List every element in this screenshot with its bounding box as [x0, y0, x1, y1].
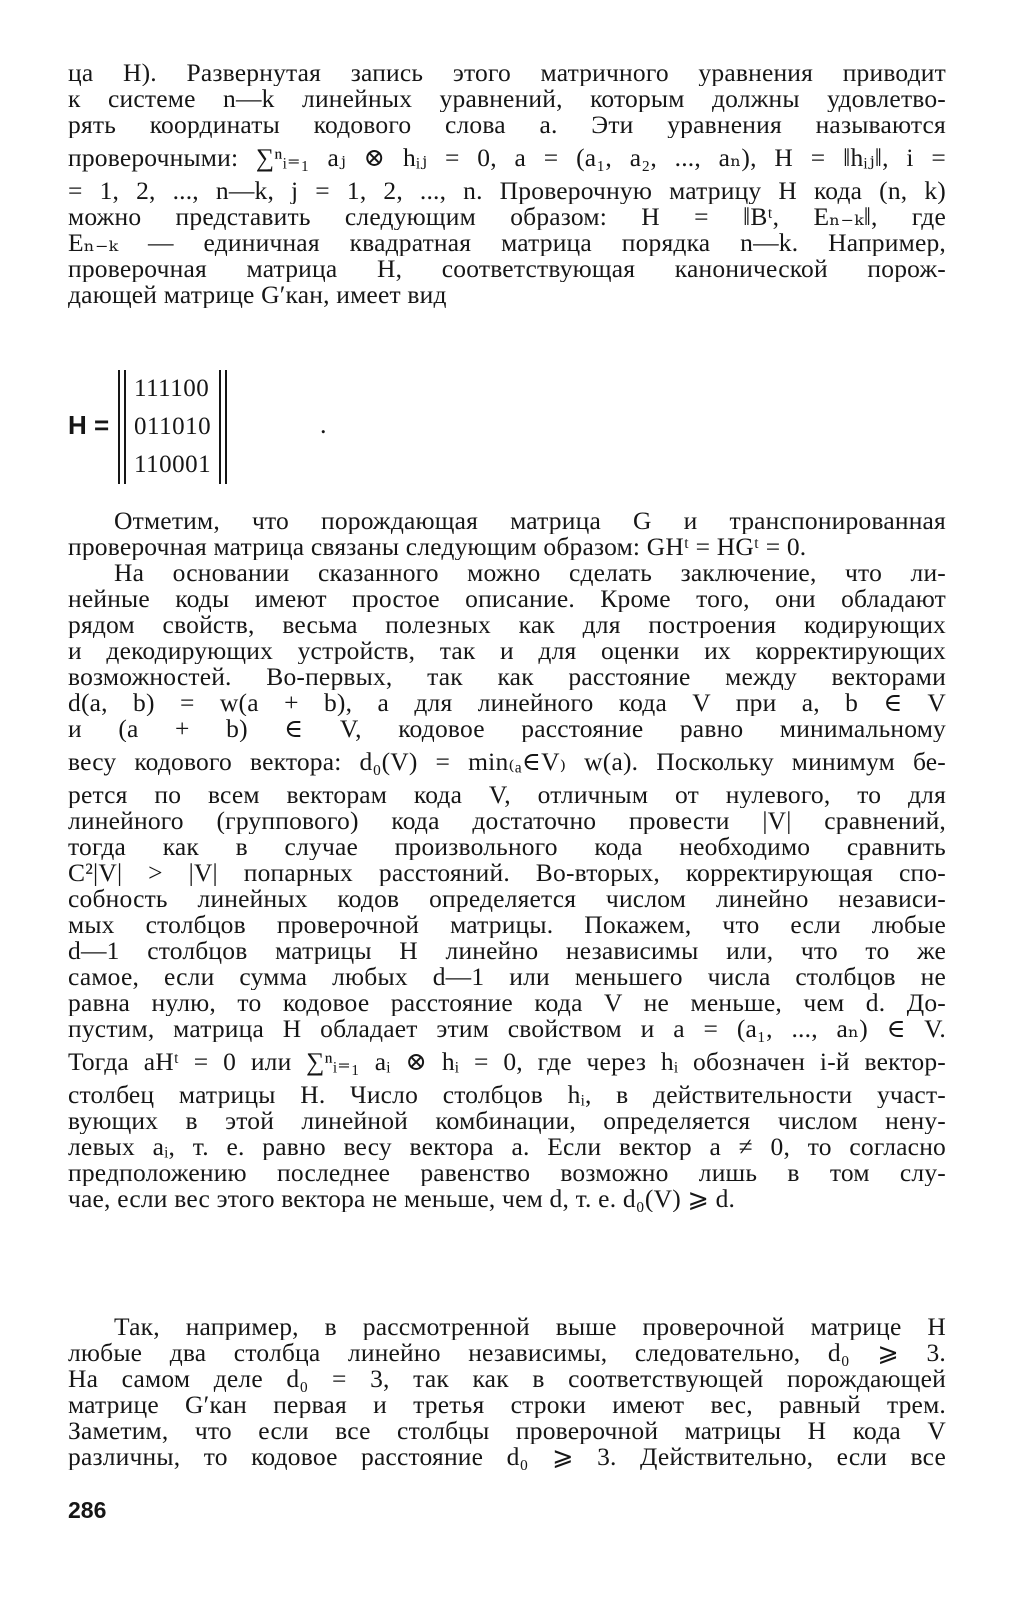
- text-line: Заметим, что если все столбцы проверочной матрицы H кода V: [68, 1418, 946, 1444]
- page-number: 286: [68, 1497, 107, 1523]
- text-line: проверочная матрица связаны следующим образом: GHᵗ = HGᵗ = 0.: [68, 534, 807, 560]
- text-line: различны, то кодовое расстояние d₀ ⩾ 3. Действительно, если все: [68, 1444, 946, 1470]
- text-line: возможностей. Во-первых, так как расстояние между векторами: [68, 664, 946, 690]
- text-line: мых столбцов проверочной матрицы. Покажем, что если любые: [68, 912, 946, 938]
- text-line: вующих в этой линейной комбинации, определяется числом нену-: [68, 1108, 946, 1134]
- matrix-row: 110001: [134, 451, 212, 478]
- text-line: и (a + b) ∈ V, кодовое расстояние равно минимальному: [68, 716, 946, 742]
- paragraph-1: [68, 60, 946, 308]
- text-line: чае, если вес этого вектора не меньше, чем d, т. е. d₀(V) ⩾ d.: [68, 1186, 736, 1212]
- matrix-label: H =: [68, 410, 110, 440]
- text-line: нейные коды имеют простое описание. Кроме того, они обладают: [68, 586, 946, 612]
- text-line: самое, если сумма любых d—1 или меньшего числа столбцов не: [68, 964, 946, 990]
- text-line: рядом свойств, весьма полезных как для построения кодирующих: [68, 612, 946, 638]
- matrix-body: [118, 370, 227, 484]
- text-line: матрице G′кан первая и третья строки имеют вес, равный трем.: [68, 1392, 946, 1418]
- text-line: d(a, b) = w(a + b), а для линейного кода V при a, b ∈ V: [68, 690, 946, 716]
- text-line: предположению последнее равенство возможно лишь в том слу-: [68, 1160, 946, 1186]
- text-line: тогда как в случае произвольного кода необходимо сравнить: [68, 834, 946, 860]
- text-line: Отметим, что порождающая матрица G и транспонированная: [114, 508, 946, 534]
- text-line: левых aᵢ, т. е. равно весу вектора a. Если вектор a ≠ 0, то согласно: [68, 1134, 946, 1160]
- text-line: можно представить следующим образом: H = ‖Bᵗ, Eₙ₋ₖ‖, где: [68, 204, 946, 230]
- equation-line: Тогда aHᵗ = 0 или ∑ⁿᵢ₌₁ aᵢ ⊗ hᵢ = 0, где через hᵢ обозначен i-й вектор-: [68, 1047, 946, 1076]
- text-line: На самом деле d₀ = 3, так как в соответствующей порождающей: [68, 1366, 946, 1392]
- parity-check-matrix: [68, 368, 328, 486]
- paragraph-2: [68, 508, 946, 1212]
- text-line: ца H). Развернутая запись этого матричного уравнения приводит: [68, 60, 946, 86]
- matrix-row: 011010: [134, 413, 212, 440]
- text-line: дающей матрице G′кан, имеет вид: [68, 282, 447, 308]
- text-line: рется по всем векторам кода V, отличным от нулевого, то для: [68, 782, 946, 808]
- text-line: = 1, 2, ..., n—k, j = 1, 2, ..., n. Проверочную матрицу H кода (n, k): [68, 178, 946, 204]
- text-line: рять координаты кодового слова a. Эти уравнения называются: [68, 112, 946, 138]
- equation-line: проверочными: ∑ⁿᵢ₌₁ aⱼ ⊗ hᵢⱼ = 0, a = (a₁, a₂, ..., aₙ), H = ‖hᵢⱼ‖, i =: [68, 143, 946, 172]
- text-line: C²|V| > |V| попарных расстояний. Во-вторых, корректирующая спо-: [68, 860, 946, 886]
- text-line: d—1 столбцов матрицы H линейно независимы или, что то же: [68, 938, 946, 964]
- equation-line: весу кодового вектора: d₀(V) = min₍ₐ∈V₎ w(a). Поскольку минимум бе-: [68, 747, 946, 776]
- text-line: и декодирующих устройств, так и для оценки их корректирующих: [68, 638, 946, 664]
- text-line: проверочная матрица H, соответствующая канонической порож-: [68, 256, 946, 282]
- text-line: пустим, матрица H обладает этим свойством и a = (a₁, ..., aₙ) ∈ V.: [68, 1016, 946, 1042]
- text-line: столбец матрицы H. Число столбцов hᵢ, в действительности участ-: [68, 1082, 946, 1108]
- text-line: Eₙ₋ₖ — единичная квадратная матрица порядка n—k. Например,: [68, 230, 946, 256]
- text-line: На основании сказанного можно сделать заключение, что ли-: [114, 560, 946, 586]
- text-line: собность линейных кодов определяется числом линейно независи-: [68, 886, 946, 912]
- text-line: линейного (группового) кода достаточно провести |V| сравнений,: [68, 808, 946, 834]
- matrix-end: .: [320, 410, 327, 439]
- text-line: равна нулю, то кодовое расстояние кода V не меньше, чем d. До-: [68, 990, 946, 1016]
- text-line: к системе n—k линейных уравнений, которым должны удовлетво-: [68, 86, 946, 112]
- matrix-row: 111100: [134, 375, 210, 402]
- paragraph-3: [68, 1314, 946, 1470]
- text-line: любые два столбца линейно независимы, следовательно, d₀ ⩾ 3.: [68, 1340, 946, 1366]
- text-line: Так, например, в рассмотренной выше проверочной матрице H: [114, 1314, 946, 1340]
